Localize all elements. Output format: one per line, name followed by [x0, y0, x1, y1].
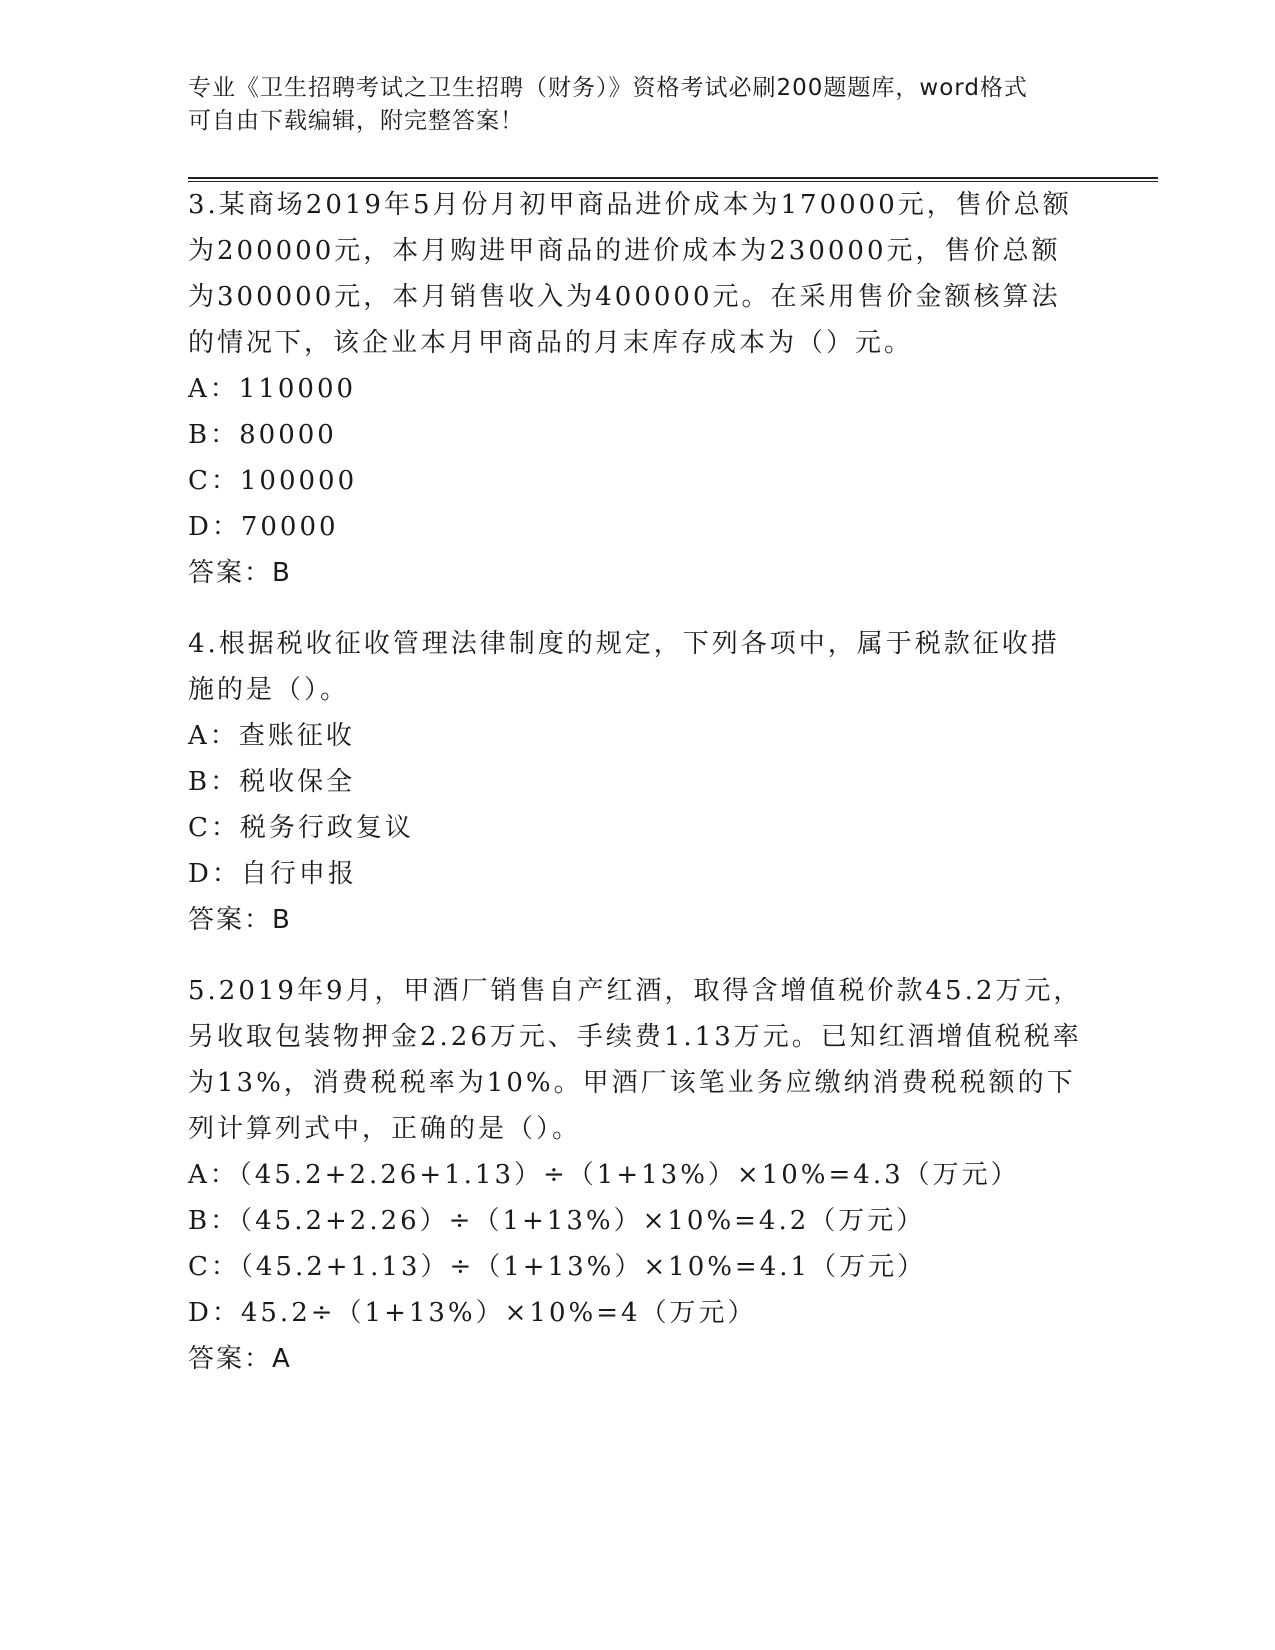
page-header: [188, 72, 1088, 138]
question-4: [188, 621, 1088, 943]
option-a: A：（45.2+2.26+1.13）÷（1+13%）×10%=4.3（万元）: [188, 1160, 1020, 1190]
question-text: 3.某商场2019年5月份月初甲商品进价成本为170000元，售价总额为200000元，本月购进甲商品的进价成本为230000元，售价总额为300000元，本月销售收入为400000元。在采用售价金额核算法的情况下，该企业本月甲商品的月末库存成本为（）元。: [188, 190, 1072, 358]
answer: 答案：B: [188, 905, 292, 935]
option-b: B：税收保全: [188, 767, 356, 797]
question-5: [188, 968, 1088, 1382]
header-title-line-1: 专业《卫生招聘考试之卫生招聘（财务）》资格考试必刷200题题库，word格式: [188, 75, 1028, 101]
option-a: A：110000: [188, 374, 357, 404]
question-text: 5.2019年9月，甲酒厂销售自产红酒，取得含增值税价款45.2万元，另收取包装物押金2.26万元、手续费1.13万元。已知红酒增值税税率为13%，消费税税率为10%。甲酒厂该笔业务应缴纳消费税税额的下列计算列式中，正确的是（）。: [188, 976, 1083, 1144]
answer: 答案：A: [188, 1344, 292, 1374]
option-a: A：查账征收: [188, 721, 355, 751]
option-c: C：税务行政复议: [188, 813, 414, 843]
answer: 答案：B: [188, 558, 292, 588]
header-title-line-2: 可自由下载编辑，附完整答案！: [188, 108, 524, 134]
option-b: B：（45.2+2.26）÷（1+13%）×10%=4.2（万元）: [188, 1206, 926, 1236]
option-d: D：70000: [188, 512, 339, 542]
option-c: C：（45.2+1.13）÷（1+13%）×10%=4.1（万元）: [188, 1252, 927, 1282]
option-c: C：100000: [188, 466, 358, 496]
option-d: D：45.2÷（1+13%）×10%=4（万元）: [188, 1298, 757, 1328]
question-text: 4.根据税收征收管理法律制度的规定，下列各项中，属于税款征收措施的是（）。: [188, 629, 1060, 705]
option-b: B：80000: [188, 420, 337, 450]
option-d: D：自行申报: [188, 859, 357, 889]
question-3: [188, 182, 1088, 596]
